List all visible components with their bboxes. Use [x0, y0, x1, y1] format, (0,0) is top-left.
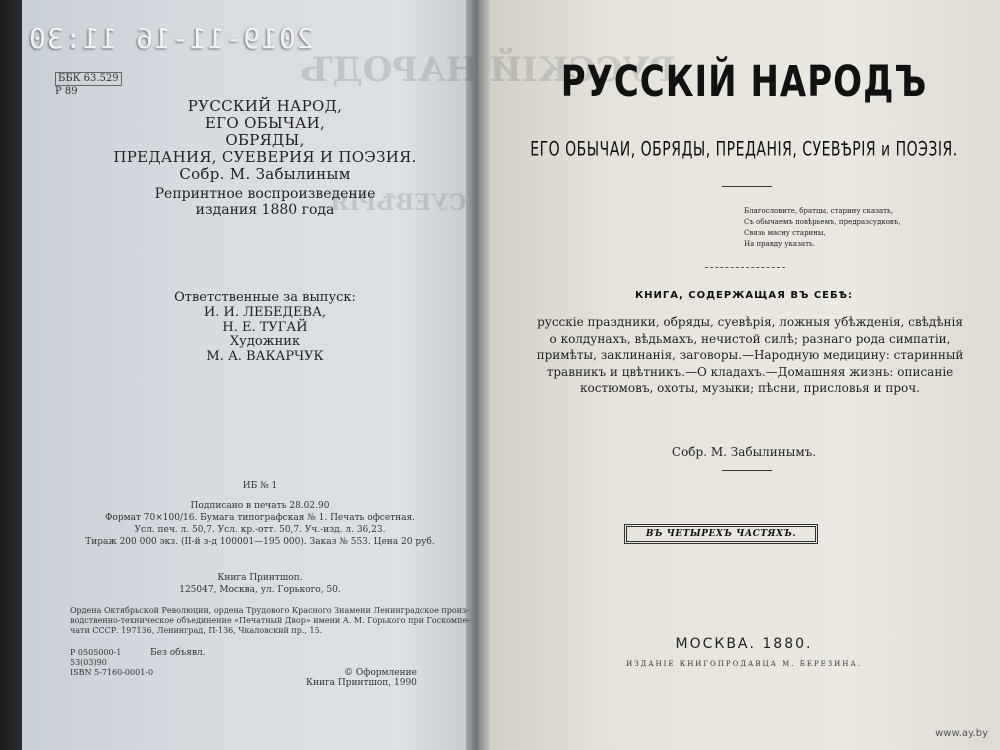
imprint-block	[60, 480, 460, 548]
imprint-line: Формат 70×100/16. Бумага типографская № 1. Печать офсетная.	[104, 513, 416, 523]
title-divider	[722, 186, 772, 187]
artist-name: М. А. ВАКАРЧУК	[206, 349, 324, 364]
isbn-line: Р 0505000-1	[70, 648, 122, 657]
contents-heading: КНИГА, СОДЕРЖАЩАЯ ВЪ СЕБѢ:	[634, 290, 854, 301]
book-subtitle: ЕГО ОБЫЧАИ, ОБРЯДЫ, ПРЕДАНІЯ, СУЕВѢРІЯ и ПОЭЗІЯ.	[530, 138, 958, 162]
responsible-name: Н. Е. ТУГАЙ	[222, 320, 308, 335]
copyright-line: © Оформление	[344, 668, 417, 678]
left-title-line: РУССКИЙ НАРОД,	[187, 97, 343, 115]
printer-line: водственно-техническое объединение «Печатный Двор» имени А. М. Горького при Госкомпе-	[70, 616, 470, 625]
reprint-note	[40, 186, 490, 218]
left-title-collector: Собр. М. Забылиным	[179, 165, 351, 183]
parts-label: ВЪ ЧЕТЫРЕХЪ ЧАСТЯХЪ.	[626, 526, 816, 542]
epigraph	[744, 206, 901, 250]
printer-line: Ордена Октябрьской Революции, ордена Трудового Красного Знамени Ленинградское произ-	[70, 606, 470, 615]
contents-line: костюмовъ, охоты, музыки; пѣсни, прислoвья и проч.	[580, 381, 920, 395]
ornament-divider	[705, 267, 785, 271]
isbn-line: 53(03)90	[70, 658, 107, 667]
responsible-label: Ответственные за выпуск:	[174, 290, 356, 305]
city-year: МОСКВА. 1880.	[675, 636, 813, 652]
responsible-name: И. И. ЛЕБЕДЕВА,	[203, 305, 327, 320]
contents-line: русскіе праздники, обряды, суевѣрія, ложныя убѣжденія, свѣдѣнія	[537, 315, 963, 329]
publisher-line: 125047, Москва, ул. Горького, 50.	[179, 585, 341, 595]
imprint-line: Тираж 200 000 экз. (II-й з-д 100001—195 000). Заказ № 553. Цена 20 руб.	[85, 537, 435, 547]
artist-credit	[40, 334, 490, 364]
book-title: РУССКІЙ НАРОДЪ	[560, 57, 928, 107]
imprint-line: ИБ № 1	[242, 481, 278, 491]
library-code-bbk: ББК 63.529	[55, 72, 122, 86]
contents-line: о колдунахъ, вѣдьмахъ, нечистой силѣ; разнаго рода симпатіи,	[549, 331, 951, 346]
copyright-block	[306, 668, 417, 688]
epigraph-line: На правду указать.	[744, 240, 815, 248]
collector-credit: Собр. М. Забылинымъ.	[671, 445, 817, 459]
imprint-line: Подписано в печать 28.02.90	[190, 501, 330, 511]
left-title-line: ПРЕДАНИЯ, СУЕВЕРИЯ И ПОЭЗИЯ.	[113, 148, 417, 166]
printer-line: чати СССР. 197136, Ленинград, П-136, Чкаловский пр., 15.	[70, 626, 323, 635]
reprint-line: издания 1880 года	[195, 202, 335, 218]
copyright-line: Книга Принтшоп, 1990	[306, 678, 417, 688]
camera-timestamp: 2019-11-16 11:30	[28, 22, 314, 55]
reprint-line: Репринтное воспроизведение	[154, 186, 376, 202]
show-through-text: РУССКIЙ НАРОДЪ	[300, 50, 676, 90]
library-code	[55, 72, 122, 98]
printer-info	[70, 606, 470, 636]
left-title-line: ОБРЯДЫ,	[225, 131, 305, 149]
site-watermark: www.ay.by	[935, 728, 988, 739]
show-through-text: СУЕВѢРІЯ	[330, 190, 467, 216]
contents-line: примѣты, заклинанія, заговоры.—Народную медицину: старинный	[536, 348, 964, 362]
publisher-line: Книга Принтшоп.	[217, 573, 303, 583]
left-title-line: ЕГО ОБЫЧАИ,	[204, 114, 326, 132]
isbn-block	[70, 648, 153, 678]
contents-line: травникъ и цвѣтникъ.—О кладахъ.—Домашняя жизнь: описаніе	[546, 364, 954, 379]
epigraph-line: Съ обычаемъ повѣрьемъ, предразсудковъ,	[744, 218, 901, 226]
artist-label: Художник	[229, 334, 301, 349]
publisher-address	[60, 572, 460, 596]
epigraph-line: Благословите, братцы, старину сказать,	[744, 207, 894, 215]
publisher-imprint: ИЗДАНІЕ КНИГОПРОДАВЦА М. БЕРЕЗИНА.	[626, 660, 862, 668]
library-code-r: Р 89	[55, 86, 78, 97]
collector-divider	[722, 470, 772, 471]
book-cover-edge	[0, 0, 22, 750]
contents-description	[515, 314, 985, 397]
imprint-line: Усл. печ. л. 50,7. Усл. кр.-отт. 50,7. Уч.-изд. л. 36,23.	[134, 525, 386, 535]
parts-frame	[624, 524, 818, 544]
left-title-block	[40, 98, 490, 183]
isbn-line: ISBN 5-7160-0001-0	[70, 668, 154, 677]
no-announcement: Без объявл.	[150, 648, 206, 658]
epigraph-line: Связь масну старины,	[744, 229, 826, 237]
responsible-editors	[40, 290, 490, 335]
